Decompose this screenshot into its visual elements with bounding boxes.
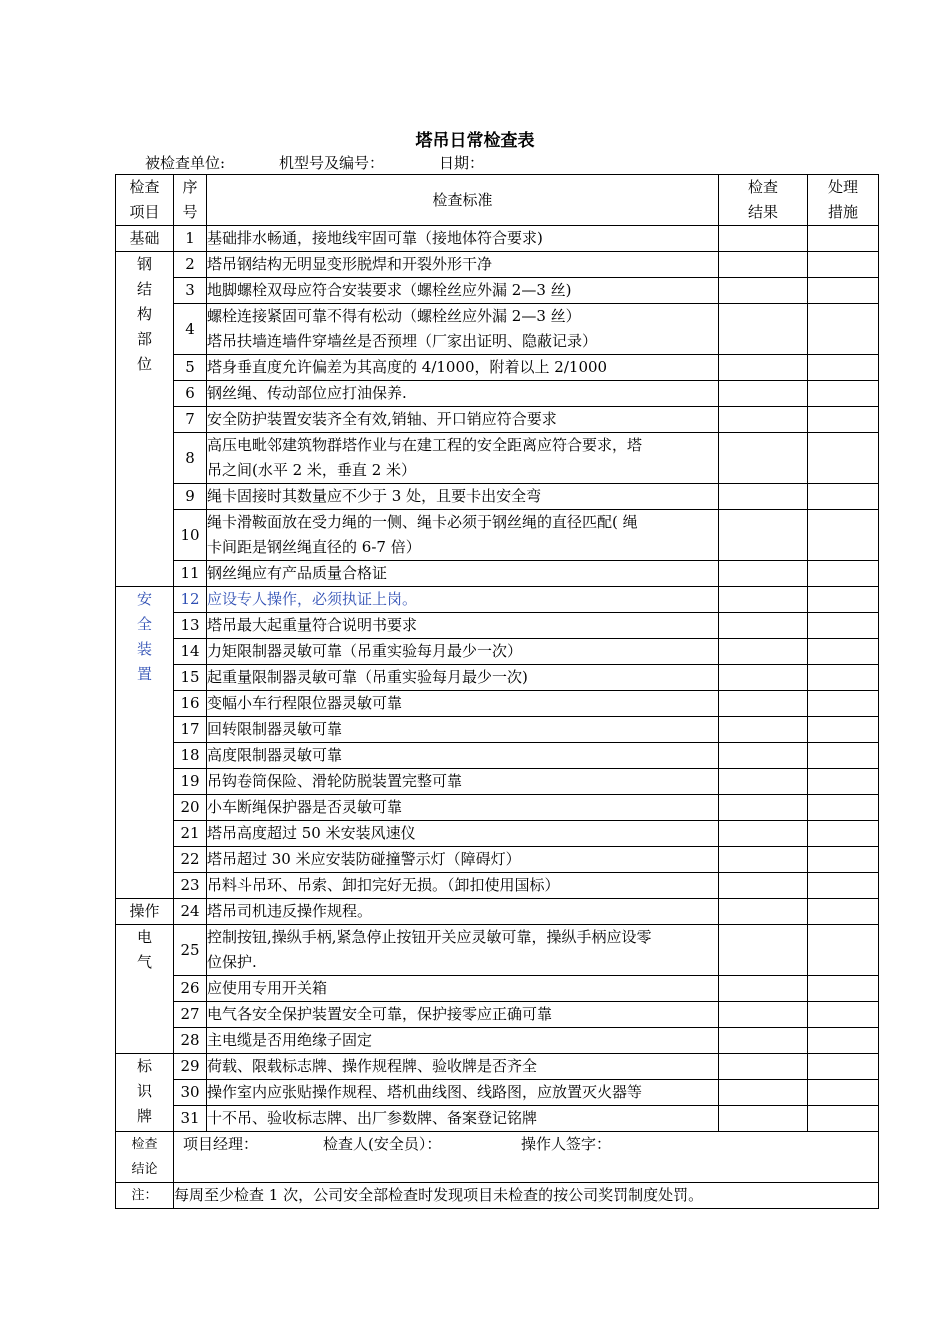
row-number: 24 (174, 899, 207, 925)
category-steel-structure-char: 钢 (136, 255, 152, 273)
row-number: 26 (174, 976, 207, 1002)
standard-line: 塔吊超过 30 米应安装防碰撞警示灯（障碍灯） (207, 850, 521, 868)
action-cell[interactable] (808, 1054, 879, 1080)
inspection-standard (207, 355, 719, 381)
row-number: 28 (174, 1028, 207, 1054)
inspected-unit-label: 被检查单位: (145, 154, 226, 172)
action-cell[interactable] (808, 252, 879, 278)
row-number: 5 (174, 355, 207, 381)
table-row (116, 484, 879, 510)
category-electrical-char: 电 (136, 928, 152, 946)
category-steel-structure-char: 位 (136, 355, 152, 373)
header-seq: 序 号 (174, 175, 207, 226)
action-cell[interactable] (808, 561, 879, 587)
row-number: 17 (174, 717, 207, 743)
date-label: 日期： (439, 154, 485, 172)
table-row (116, 639, 879, 665)
action-cell[interactable] (808, 1002, 879, 1028)
action-cell[interactable] (808, 847, 879, 873)
standard-line: 塔吊扶墙连墙件穿墙丝是否预埋（厂家出证明、隐蔽记录） (207, 332, 598, 350)
result-cell[interactable] (719, 510, 808, 561)
table-row (116, 587, 879, 613)
category-safety-devices-char: 置 (136, 665, 152, 683)
standard-line: 高压电毗邻建筑物群塔作业与在建工程的安全距离应符合要求，塔 (207, 436, 643, 454)
result-cell[interactable] (719, 717, 808, 743)
action-cell[interactable] (808, 665, 879, 691)
standard-line: 应设专人操作，必须执证上岗。 (207, 590, 418, 608)
standard-line: 塔吊司机违反操作规程。 (207, 902, 373, 920)
action-cell[interactable] (808, 433, 879, 484)
action-cell[interactable] (808, 613, 879, 639)
action-cell[interactable] (808, 226, 879, 252)
standard-line: 位保护. (207, 953, 257, 971)
table-row (116, 847, 879, 873)
category-electrical (116, 925, 174, 1054)
row-number: 31 (174, 1106, 207, 1132)
action-cell[interactable] (808, 821, 879, 847)
inspection-table (115, 174, 879, 1209)
table-row (116, 1028, 879, 1054)
inspection-standard (207, 278, 719, 304)
action-cell[interactable] (808, 1080, 879, 1106)
result-cell[interactable] (719, 484, 808, 510)
inspection-standard (207, 226, 719, 252)
inspection-standard (207, 433, 719, 484)
category-signage-char: 标 (136, 1057, 152, 1075)
page-title: 塔吊日常检查表 (415, 131, 535, 151)
result-cell[interactable] (719, 743, 808, 769)
inspection-standard (207, 795, 719, 821)
standard-line: 操作室内应张贴操作规程、塔机曲线图、线路图，应放置灭火器等 (207, 1083, 643, 1101)
conclusion-signatures (174, 1132, 879, 1183)
table-row (116, 925, 879, 976)
row-number: 1 (174, 226, 207, 252)
action-cell[interactable] (808, 484, 879, 510)
result-cell[interactable] (719, 355, 808, 381)
project-manager-label: 项目经理： (183, 1135, 259, 1153)
standard-line: 高度限制器灵敏可靠 (207, 746, 343, 764)
category-safety-devices-char: 装 (136, 640, 152, 658)
standard-line: 主电缆是否用绝缘子固定 (207, 1031, 373, 1049)
row-number: 16 (174, 691, 207, 717)
category-safety-devices-char: 全 (136, 615, 152, 633)
note-row (116, 1183, 879, 1209)
standard-line: 电气各安全保护装置安全可靠，保护接零应正确可靠 (207, 1005, 553, 1023)
category-safety-devices (116, 587, 174, 899)
table-row (116, 665, 879, 691)
category-foundation: 基础 (116, 226, 174, 252)
category-steel-structure-char: 部 (136, 330, 152, 348)
standard-line: 安全防护装置安装齐全有效,销轴、开口销应符合要求 (207, 410, 557, 428)
table-row (116, 1106, 879, 1132)
action-cell[interactable] (808, 691, 879, 717)
result-cell[interactable] (719, 252, 808, 278)
standard-line: 控制按钮,操纵手柄,紧急停止按钮开关应灵敏可靠，操纵手柄应设零 (207, 928, 652, 946)
standard-line: 基础排水畅通，接地线牢固可靠（接地体符合要求) (207, 229, 543, 247)
action-cell[interactable] (808, 976, 879, 1002)
inspection-standard (207, 899, 719, 925)
action-cell[interactable] (808, 510, 879, 561)
inspection-standard (207, 252, 719, 278)
result-cell[interactable] (719, 304, 808, 355)
action-cell[interactable] (808, 873, 879, 899)
action-cell[interactable] (808, 304, 879, 355)
category-signage-char: 识 (136, 1082, 152, 1100)
standard-line: 绳卡固接时其数量应不少于 3 处，且要卡出安全弯 (207, 487, 542, 505)
row-number: 23 (174, 873, 207, 899)
table-row (116, 613, 879, 639)
result-cell[interactable] (719, 1080, 808, 1106)
standard-line: 塔吊高度超过 50 米安装风速仪 (207, 824, 416, 842)
action-cell[interactable] (808, 587, 879, 613)
action-cell[interactable] (808, 925, 879, 976)
table-row (116, 795, 879, 821)
inspection-standard (207, 976, 719, 1002)
standard-line: 吊钩卷筒保险、滑轮防脱装置完整可靠 (207, 772, 463, 790)
operator-signature-label: 操作人签字： (521, 1135, 612, 1153)
standard-line: 吊料斗吊环、吊索、卸扣完好无损。（卸扣使用国标） (207, 876, 560, 894)
table-row (116, 769, 879, 795)
row-number: 15 (174, 665, 207, 691)
row-number: 30 (174, 1080, 207, 1106)
table-row (116, 561, 879, 587)
table-row (116, 717, 879, 743)
table-row (116, 355, 879, 381)
row-number: 21 (174, 821, 207, 847)
standard-line: 钢丝绳、传动部位应打油保养. (207, 384, 407, 402)
action-cell[interactable] (808, 278, 879, 304)
inspection-standard (207, 1028, 719, 1054)
table-row (116, 976, 879, 1002)
table-row (116, 821, 879, 847)
note-text: 每周至少检查 1 次，公司安全部检查时发现项目未检查的按公司奖罚制度处罚。 (174, 1183, 879, 1209)
result-cell[interactable] (719, 587, 808, 613)
inspection-standard (207, 1002, 719, 1028)
row-number: 18 (174, 743, 207, 769)
result-cell[interactable] (719, 561, 808, 587)
row-number: 14 (174, 639, 207, 665)
row-number: 19 (174, 769, 207, 795)
table-row (116, 381, 879, 407)
category-steel-structure (116, 252, 174, 587)
result-cell[interactable] (719, 226, 808, 252)
standard-line: 变幅小车行程限位器灵敏可靠 (207, 694, 403, 712)
standard-line: 卡间距是钢丝绳直径的 6-7 倍） (207, 538, 421, 556)
header-item: 检查 项目 (116, 175, 174, 226)
inspection-standard (207, 304, 719, 355)
row-number: 3 (174, 278, 207, 304)
result-cell[interactable] (719, 433, 808, 484)
row-number: 6 (174, 381, 207, 407)
standard-line: 塔身垂直度允许偏差为其高度的 4/1000，附着以上 2/1000 (207, 358, 608, 376)
inspection-standard (207, 407, 719, 433)
model-number-label: 机型号及编号： (279, 154, 385, 172)
action-cell[interactable] (808, 1028, 879, 1054)
standard-line: 钢丝绳应有产品质量合格证 (207, 564, 388, 582)
standard-line: 吊之间(水平 2 米，垂直 2 米） (207, 461, 417, 479)
table-row (116, 433, 879, 484)
inspection-standard (207, 639, 719, 665)
table-row (116, 226, 879, 252)
standard-line: 螺栓连接紧固可靠不得有松动（螺栓丝应外漏 2—3 丝） (207, 307, 581, 325)
action-cell[interactable] (808, 1106, 879, 1132)
inspection-standard (207, 873, 719, 899)
row-number: 11 (174, 561, 207, 587)
inspection-standard (207, 587, 719, 613)
standard-line: 小车断绳保护器是否灵敏可靠 (207, 798, 403, 816)
row-number: 10 (174, 510, 207, 561)
category-safety-devices-char: 安 (136, 590, 152, 608)
inspection-standard (207, 1106, 719, 1132)
inspection-standard (207, 717, 719, 743)
result-cell[interactable] (719, 769, 808, 795)
table-row (116, 1002, 879, 1028)
inspection-standard (207, 613, 719, 639)
inspection-standard (207, 743, 719, 769)
result-cell[interactable] (719, 847, 808, 873)
table-row (116, 510, 879, 561)
inspection-meta (0, 152, 950, 174)
standard-line: 绳卡滑鞍面放在受力绳的一侧、绳卡必须于钢丝绳的直径匹配( 绳 (207, 513, 638, 531)
standard-line: 十不吊、验收标志牌、出厂参数牌、备案登记铭牌 (207, 1109, 538, 1127)
inspection-standard (207, 1080, 719, 1106)
inspection-standard (207, 510, 719, 561)
row-number: 7 (174, 407, 207, 433)
result-cell[interactable] (719, 639, 808, 665)
result-cell[interactable] (719, 1002, 808, 1028)
standard-line: 荷载、限载标志牌、操作规程牌、验收牌是否齐全 (207, 1057, 538, 1075)
action-cell[interactable] (808, 717, 879, 743)
conclusion-label: 检查 结论 (116, 1132, 174, 1183)
action-cell[interactable] (808, 381, 879, 407)
category-steel-structure-char: 结 (136, 280, 152, 298)
table-row (116, 691, 879, 717)
result-cell[interactable] (719, 899, 808, 925)
inspection-standard (207, 665, 719, 691)
result-cell[interactable] (719, 976, 808, 1002)
action-cell[interactable] (808, 639, 879, 665)
result-cell[interactable] (719, 1106, 808, 1132)
inspection-standard (207, 1054, 719, 1080)
category-signage-char: 牌 (136, 1107, 152, 1125)
table-row (116, 873, 879, 899)
inspection-standard (207, 821, 719, 847)
standard-line: 塔吊钢结构无明显变形脱焊和开裂外形干净 (207, 255, 493, 273)
action-cell[interactable] (808, 355, 879, 381)
category-electrical-char: 气 (136, 953, 152, 971)
table-row (116, 743, 879, 769)
conclusion-row (116, 1132, 879, 1183)
category-operation: 操作 (116, 899, 174, 925)
inspection-standard (207, 925, 719, 976)
table-row (116, 1054, 879, 1080)
row-number: 25 (174, 925, 207, 976)
inspection-standard (207, 847, 719, 873)
header-action: 处理 措施 (808, 175, 879, 226)
inspection-standard (207, 484, 719, 510)
table-row (116, 1080, 879, 1106)
row-number: 12 (174, 587, 207, 613)
row-number: 8 (174, 433, 207, 484)
row-number: 22 (174, 847, 207, 873)
action-cell[interactable] (808, 743, 879, 769)
standard-line: 应使用专用开关箱 (207, 979, 328, 997)
standard-line: 力矩限制器灵敏可靠（吊重实验每月最少一次） (207, 642, 523, 660)
action-cell[interactable] (808, 407, 879, 433)
standard-line: 地脚螺栓双母应符合安装要求（螺栓丝应外漏 2—3 丝) (207, 281, 572, 299)
row-number: 27 (174, 1002, 207, 1028)
inspection-standard (207, 691, 719, 717)
table-row (116, 278, 879, 304)
result-cell[interactable] (719, 407, 808, 433)
result-cell[interactable] (719, 821, 808, 847)
table-row (116, 899, 879, 925)
result-cell[interactable] (719, 1028, 808, 1054)
header-standard: 检查标准 (207, 175, 719, 226)
inspection-standard (207, 769, 719, 795)
table-row (116, 407, 879, 433)
row-number: 4 (174, 304, 207, 355)
row-number: 20 (174, 795, 207, 821)
result-cell[interactable] (719, 381, 808, 407)
inspection-standard (207, 381, 719, 407)
inspection-standard (207, 561, 719, 587)
action-cell[interactable] (808, 899, 879, 925)
table-header (116, 175, 879, 226)
standard-line: 塔吊最大起重量符合说明书要求 (207, 616, 418, 634)
table-row (116, 304, 879, 355)
result-cell[interactable] (719, 691, 808, 717)
result-cell[interactable] (719, 278, 808, 304)
row-number: 13 (174, 613, 207, 639)
result-cell[interactable] (719, 1054, 808, 1080)
result-cell[interactable] (719, 873, 808, 899)
action-cell[interactable] (808, 769, 879, 795)
table-row (116, 252, 879, 278)
result-cell[interactable] (719, 665, 808, 691)
row-number: 9 (174, 484, 207, 510)
row-number: 2 (174, 252, 207, 278)
result-cell[interactable] (719, 795, 808, 821)
action-cell[interactable] (808, 795, 879, 821)
category-steel-structure-char: 构 (136, 305, 152, 323)
result-cell[interactable] (719, 925, 808, 976)
standard-line: 起重量限制器灵敏可靠（吊重实验每月最少一次) (207, 668, 528, 686)
inspector-label: 检查人(安全员）： (323, 1135, 442, 1153)
result-cell[interactable] (719, 613, 808, 639)
note-label: 注： (116, 1183, 174, 1209)
standard-line: 回转限制器灵敏可靠 (207, 720, 343, 738)
header-result: 检查 结果 (719, 175, 808, 226)
category-signage (116, 1054, 174, 1132)
row-number: 29 (174, 1054, 207, 1080)
